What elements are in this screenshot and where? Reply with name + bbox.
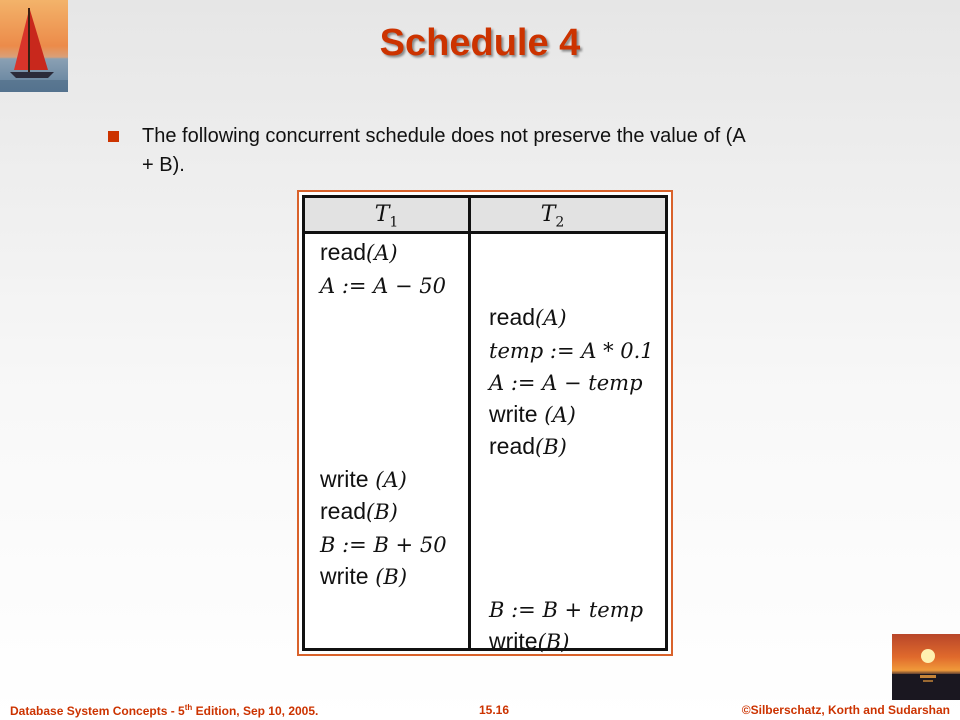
- footer-course-title: Database System Concepts - 5th Edition, Sep 10, 2005.: [10, 703, 319, 718]
- column-divider: [468, 198, 471, 648]
- t1-operation: read(B): [320, 498, 398, 524]
- schedule-table: [297, 190, 673, 656]
- schedule-header-row: [305, 198, 665, 234]
- t2-operation: write(B): [489, 628, 570, 654]
- t2-operation: read(A): [489, 304, 567, 330]
- t2-operation: B := B + temp: [489, 598, 644, 622]
- sunset-logo-image: [892, 634, 960, 700]
- bullet-item: [108, 122, 748, 180]
- t1-operation: read(A): [320, 239, 398, 265]
- sunset-icon: [892, 634, 960, 700]
- t2-operation: A := A − temp: [489, 371, 643, 395]
- t1-operation: write (A): [320, 466, 407, 492]
- t1-operation: write (B): [320, 563, 408, 589]
- t1-operation: B := B + 50: [320, 533, 447, 557]
- footer: [0, 700, 960, 720]
- bullet-text: The following concurrent schedule does not preserve the value of (A + B).: [142, 125, 745, 176]
- schedule-table-body: [302, 195, 668, 654]
- page-title: Schedule 4: [379, 22, 581, 64]
- footer-page-number: 15.16: [479, 703, 510, 717]
- footer-copyright: ©Silberschatz, Korth and Sudarshan: [741, 703, 950, 717]
- column-header-t2: $T_2$: [540, 202, 565, 231]
- t1-operation: A := A − 50: [320, 274, 447, 298]
- bullet-marker-icon: [108, 131, 119, 142]
- column-header-t1: $T_1$: [374, 202, 399, 231]
- t2-operation: write (A): [489, 401, 576, 427]
- t2-operation: read(B): [489, 433, 567, 459]
- t2-operation: temp := A * 0.1: [489, 339, 654, 363]
